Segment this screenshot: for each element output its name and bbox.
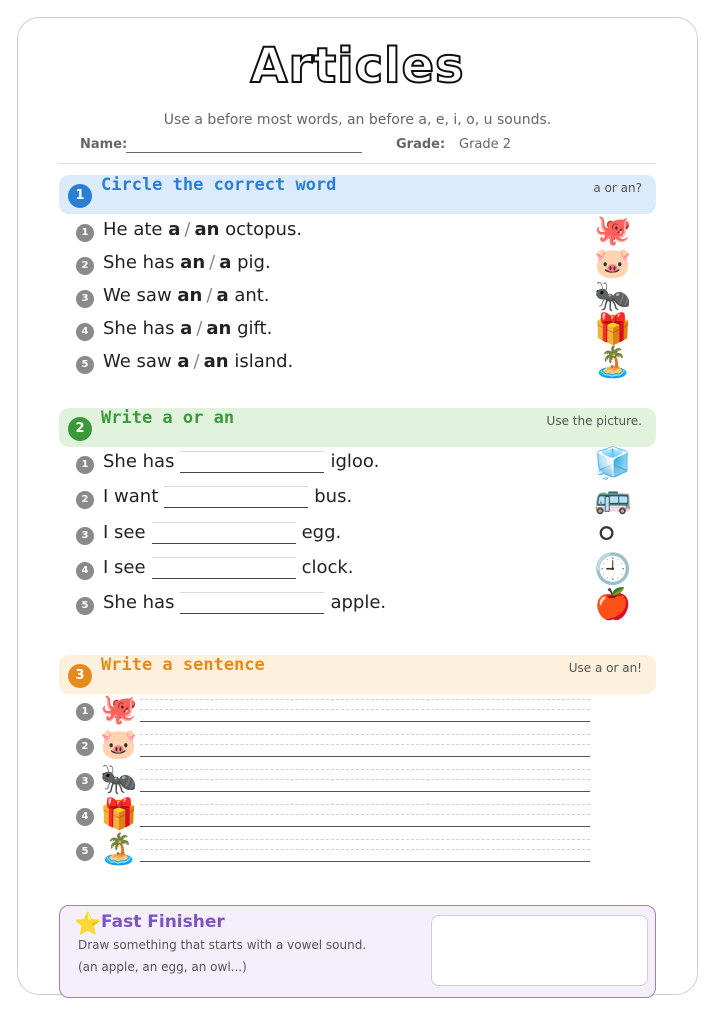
section-number: 2 <box>68 417 92 441</box>
list-item <box>76 552 636 587</box>
item-number: 4 <box>76 808 94 826</box>
choice-separator: / <box>184 219 191 240</box>
guide-line-top <box>140 804 590 814</box>
sentence <box>103 285 270 306</box>
baseline <box>140 826 590 827</box>
section-2-header <box>59 408 656 447</box>
item-number: 5 <box>76 843 94 861</box>
bus-icon: 🚌 <box>594 481 632 516</box>
guide-line-middle <box>140 814 590 826</box>
sentence-end: island. <box>228 351 294 372</box>
island-icon: 🏝️ <box>100 832 138 867</box>
choice-option-2[interactable]: an <box>203 351 229 372</box>
writing-lines[interactable] <box>140 804 590 827</box>
guide-line-middle <box>140 709 590 721</box>
guide-line-top <box>140 769 590 779</box>
sentence <box>103 557 354 579</box>
list-item <box>76 692 596 729</box>
answer-blank[interactable] <box>152 557 296 579</box>
sentence-end: igloo. <box>330 451 380 472</box>
section-hint: Use a or an! <box>568 661 642 675</box>
answer-blank[interactable] <box>180 451 324 473</box>
writing-lines[interactable] <box>140 734 590 757</box>
page-title: Articles <box>250 38 465 94</box>
sentence-start: I see <box>103 557 146 578</box>
list-item <box>76 312 636 347</box>
item-number: 2 <box>76 491 94 509</box>
choice-option-1[interactable]: a <box>168 219 181 240</box>
guide-line-top <box>140 839 590 849</box>
answer-blank[interactable] <box>180 592 324 614</box>
gift-icon: 🎁 <box>100 797 138 832</box>
writing-lines[interactable] <box>140 769 590 792</box>
item-number: 1 <box>76 456 94 474</box>
sentence <box>103 252 271 273</box>
item-number: 5 <box>76 356 94 374</box>
sentence-end: bus. <box>314 486 353 507</box>
sentence <box>103 451 379 473</box>
star-icon: ⭐ <box>74 912 102 937</box>
choice-option-2[interactable]: an <box>194 219 220 240</box>
gift-icon: 🎁 <box>594 312 632 347</box>
sentence-end: pig. <box>231 252 271 273</box>
list-item <box>76 279 636 314</box>
finisher-title: Fast Finisher <box>101 912 225 932</box>
writing-lines[interactable] <box>140 699 590 722</box>
item-number: 3 <box>76 527 94 545</box>
section-3-header <box>59 655 656 694</box>
choice-option-2[interactable]: a <box>219 252 232 273</box>
baseline <box>140 721 590 722</box>
octopus-icon: 🐙 <box>100 692 138 727</box>
fast-finisher-box <box>59 905 656 998</box>
sentence-end: apple. <box>330 592 387 613</box>
choice-separator: / <box>193 351 200 372</box>
item-number: 4 <box>76 562 94 580</box>
choice-separator: / <box>209 252 216 273</box>
grade-label: Grade: <box>396 137 446 152</box>
sentence <box>103 318 272 339</box>
list-item <box>76 446 636 481</box>
choice-separator: / <box>196 318 203 339</box>
grade-value: Grade 2 <box>459 137 512 152</box>
sentence <box>103 486 352 508</box>
baseline <box>140 791 590 792</box>
list-item <box>76 481 636 516</box>
list-item <box>76 797 596 834</box>
baseline <box>140 756 590 757</box>
sentence <box>103 351 293 372</box>
name-label: Name: <box>80 137 128 152</box>
guide-line-middle <box>140 744 590 756</box>
item-number: 1 <box>76 703 94 721</box>
section-title: Circle the correct word <box>101 175 337 195</box>
section-1-header <box>59 175 656 214</box>
ant-icon: 🐜 <box>100 762 138 797</box>
finisher-description: Draw something that starts with a vowel sound. <box>78 938 367 952</box>
list-item <box>76 727 596 764</box>
list-item <box>76 832 596 869</box>
item-number: 4 <box>76 323 94 341</box>
finisher-examples: (an apple, an egg, an owl...) <box>78 960 247 974</box>
choice-separator: / <box>206 285 213 306</box>
list-item <box>76 246 636 281</box>
sentence-start: She has <box>103 252 181 273</box>
sentence-start: She has <box>103 318 181 339</box>
list-item <box>76 587 636 622</box>
octopus-icon: 🐙 <box>594 213 632 248</box>
sentence-start: We saw <box>103 285 178 306</box>
list-item <box>76 517 636 552</box>
sentence-start: She has <box>103 592 175 613</box>
egg-icon: ⚪ <box>594 517 620 552</box>
item-number: 2 <box>76 738 94 756</box>
sentence <box>103 219 302 240</box>
choice-option-2[interactable]: a <box>216 285 229 306</box>
list-item <box>76 345 636 380</box>
clock-icon: 🕘 <box>594 552 632 587</box>
guide-line-top <box>140 734 590 744</box>
section-title: Write a or an <box>101 408 235 428</box>
island-icon: 🏝️ <box>594 345 632 380</box>
sentence-end: ant. <box>228 285 270 306</box>
section-hint: a or an? <box>593 181 642 195</box>
sentence-start: He ate <box>103 219 169 240</box>
sentence <box>103 522 341 544</box>
item-number: 1 <box>76 224 94 242</box>
pig-icon: 🐷 <box>594 246 632 281</box>
sentence-start: We saw <box>103 351 178 372</box>
item-number: 5 <box>76 597 94 615</box>
sentence-end: octopus. <box>219 219 303 240</box>
choice-option-1[interactable]: a <box>177 351 190 372</box>
answer-blank[interactable] <box>164 486 308 508</box>
name-field[interactable] <box>126 152 362 153</box>
choice-option-1[interactable]: a <box>180 318 193 339</box>
section-number: 3 <box>68 664 92 688</box>
sentence-start: I see <box>103 522 146 543</box>
instructions-subtitle: Use a before most words, an before a, e, i, o, u sounds. <box>163 112 552 128</box>
sentence-end: clock. <box>301 557 354 578</box>
section-hint: Use the picture. <box>546 414 642 428</box>
item-number: 2 <box>76 257 94 275</box>
baseline <box>140 861 590 862</box>
item-number: 3 <box>76 773 94 791</box>
choice-option-2[interactable]: an <box>206 318 232 339</box>
sentence <box>103 592 386 614</box>
sentence-start: She has <box>103 451 175 472</box>
sentence-end: gift. <box>231 318 273 339</box>
guide-line-middle <box>140 779 590 791</box>
apple-icon: 🍎 <box>594 587 632 622</box>
writing-lines[interactable] <box>140 839 590 862</box>
item-number: 3 <box>76 290 94 308</box>
section-number: 1 <box>68 184 92 208</box>
answer-blank[interactable] <box>152 522 296 544</box>
list-item <box>76 762 596 799</box>
section-title: Write a sentence <box>101 655 265 675</box>
choice-option-1[interactable]: an <box>177 285 203 306</box>
igloo-icon: 🧊 <box>594 446 632 481</box>
guide-line-top <box>140 699 590 709</box>
ant-icon: 🐜 <box>594 279 632 314</box>
pig-icon: 🐷 <box>100 727 138 762</box>
guide-line-middle <box>140 849 590 861</box>
sentence-end: egg. <box>301 522 342 543</box>
choice-option-1[interactable]: an <box>180 252 206 273</box>
header-divider <box>58 163 656 164</box>
sentence-start: I want <box>103 486 159 507</box>
drawing-box[interactable] <box>431 915 648 986</box>
list-item <box>76 213 636 248</box>
